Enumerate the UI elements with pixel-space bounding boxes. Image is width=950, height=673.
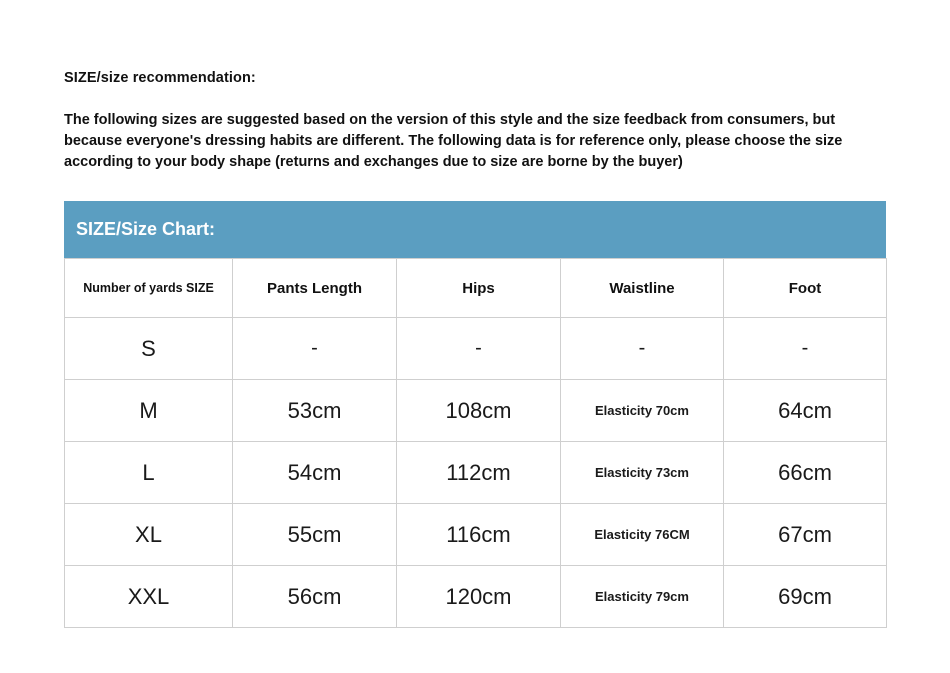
cell-foot: 66cm	[724, 442, 887, 504]
column-header-pants-length: Pants Length	[233, 259, 397, 318]
size-chart-table-body	[65, 318, 887, 628]
cell-hips: 112cm	[397, 442, 561, 504]
size-chart-header	[64, 201, 886, 258]
size-chart-block	[64, 201, 886, 628]
cell-foot: 67cm	[724, 504, 887, 566]
column-header-size: Number of yards SIZE	[65, 259, 233, 318]
cell-pants-length: 55cm	[233, 504, 397, 566]
size-chart-table-head	[65, 259, 887, 318]
cell-pants-length: 53cm	[233, 380, 397, 442]
cell-foot: 69cm	[724, 566, 887, 628]
cell-hips: 120cm	[397, 566, 561, 628]
cell-pants-length: -	[233, 318, 397, 380]
cell-foot: 64cm	[724, 380, 887, 442]
size-recommendation-body: The following sizes are suggested based on the version of this style and the size feedback from consumers, but because everyone's dressing habits are different. The following data is for reference only, please choose the size according to your body shape (returns and exchanges due to size are borne by the buyer)	[64, 112, 843, 170]
table-row	[65, 566, 887, 628]
column-header-waistline: Waistline	[561, 259, 724, 318]
cell-size: XL	[65, 504, 233, 566]
cell-waistline: Elasticity 76CM	[561, 504, 724, 566]
cell-pants-length: 54cm	[233, 442, 397, 504]
size-chart-header-label: SIZE/Size Chart:	[76, 219, 216, 239]
cell-pants-length: 56cm	[233, 566, 397, 628]
table-header-row	[65, 259, 887, 318]
column-header-foot: Foot	[724, 259, 887, 318]
cell-waistline: Elasticity 70cm	[561, 380, 724, 442]
table-row	[65, 504, 887, 566]
cell-hips: 116cm	[397, 504, 561, 566]
cell-foot: -	[724, 318, 887, 380]
cell-size: M	[65, 380, 233, 442]
cell-waistline: -	[561, 318, 724, 380]
table-row	[65, 318, 887, 380]
cell-hips: 108cm	[397, 380, 561, 442]
table-row	[65, 442, 887, 504]
cell-size: XXL	[65, 566, 233, 628]
size-chart-table	[64, 258, 887, 628]
cell-waistline: Elasticity 79cm	[561, 566, 724, 628]
table-row	[65, 380, 887, 442]
cell-size: S	[65, 318, 233, 380]
cell-waistline: Elasticity 73cm	[561, 442, 724, 504]
cell-size: L	[65, 442, 233, 504]
cell-hips: -	[397, 318, 561, 380]
size-recommendation-title: SIZE/size recommendation:	[64, 70, 256, 86]
column-header-hips: Hips	[397, 259, 561, 318]
